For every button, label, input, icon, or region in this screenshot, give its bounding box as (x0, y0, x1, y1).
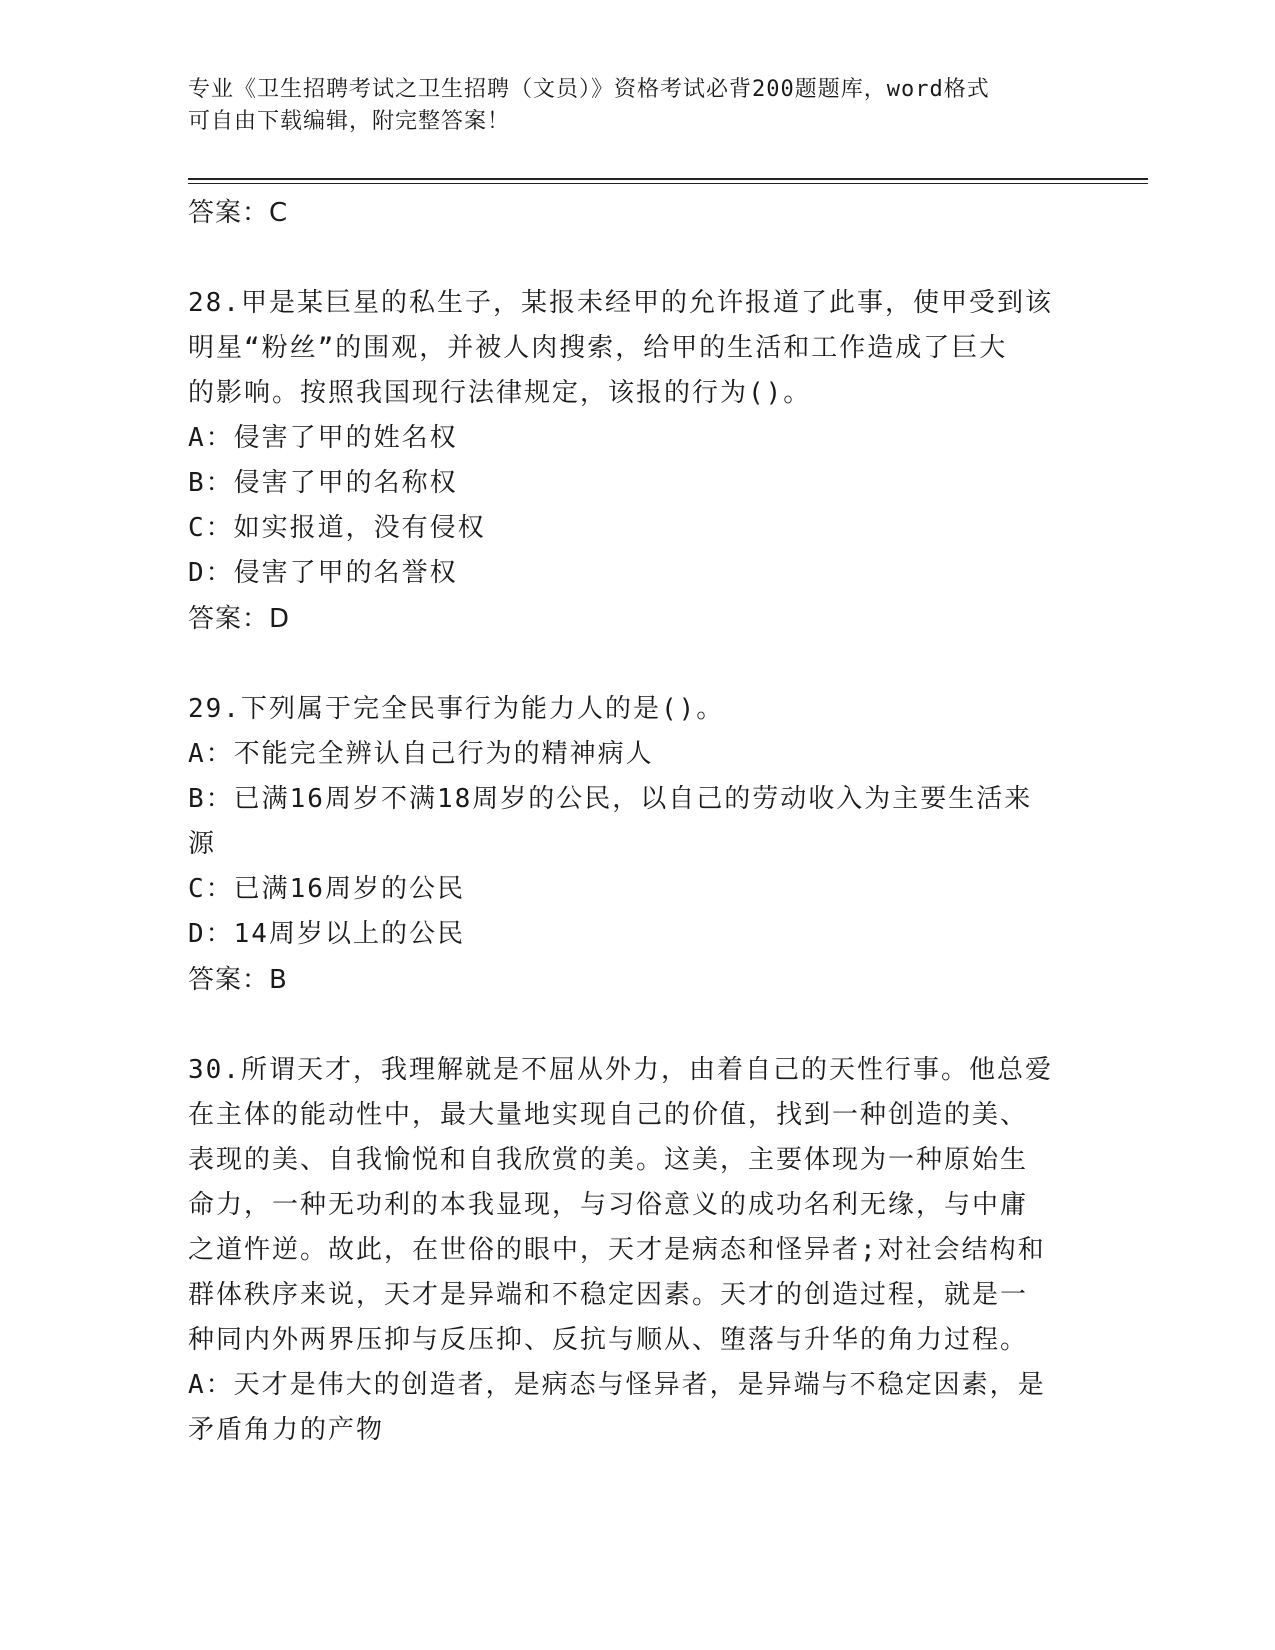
header-divider-thick (188, 178, 1148, 180)
question-stem-line: 明星“粉丝”的围观，并被人肉搜索，给甲的生活和工作造成了巨大 (188, 333, 1008, 363)
previous-answer: 答案：C (188, 198, 289, 228)
answer-label: 答案：B (188, 965, 288, 995)
document-header (188, 74, 1068, 138)
option-c: C：已满16周岁的公民 (188, 874, 465, 904)
document-body (188, 190, 1088, 1453)
spacer (188, 1003, 1088, 1048)
spacer (188, 236, 1088, 281)
question-stem-line: 29.下列属于完全民事行为能力人的是()。 (188, 694, 725, 724)
question-stem-line: 命力，一种无功利的本我显现，与习俗意义的成功名利无缘，与中庸 (188, 1190, 1029, 1220)
option-a-continued: 矛盾角力的产物 (188, 1415, 385, 1445)
header-divider-thin (188, 183, 1148, 184)
question-29 (188, 687, 1088, 1003)
question-stem-line: 28.甲是某巨星的私生子，某报未经甲的允许报道了此事，使甲受到该 (188, 288, 1053, 318)
question-stem-line: 群体秩序来说，天才是异端和不稳定因素。天才的创造过程，就是一 (188, 1280, 1029, 1310)
question-stem-line: 表现的美、自我愉悦和自我欣赏的美。这美，主要体现为一种原始生 (188, 1145, 1029, 1175)
question-28 (188, 281, 1088, 642)
spacer (188, 642, 1088, 687)
header-line-2: 可自由下载编辑，附完整答案！ (188, 109, 511, 134)
question-stem-line: 的影响。按照我国现行法律规定，该报的行为()。 (188, 378, 812, 408)
question-stem-line: 种同内外两界压抑与反压抑、反抗与顺从、堕落与升华的角力过程。 (188, 1325, 1029, 1355)
question-stem-line: 30.所谓天才，我理解就是不屈从外力，由着自己的天性行事。他总爱 (188, 1055, 1053, 1085)
option-d: D：侵害了甲的名誉权 (188, 558, 458, 588)
option-a: A：天才是伟大的创造者，是病态与怪异者，是异端与不稳定因素，是 (188, 1370, 1046, 1400)
question-stem-line: 之道忤逆。故此，在世俗的眼中，天才是病态和怪异者;对社会结构和 (188, 1235, 1046, 1265)
option-a: A：不能完全辨认自己行为的精神病人 (188, 739, 654, 769)
question-30 (188, 1048, 1088, 1453)
option-c: C：如实报道，没有侵权 (188, 513, 486, 543)
option-a: A：侵害了甲的姓名权 (188, 423, 458, 453)
option-b: B：已满16周岁不满18周岁的公民，以自己的劳动收入为主要生活来 (188, 784, 1033, 814)
question-stem-line: 在主体的能动性中，最大量地实现自己的价值，找到一种创造的美、 (188, 1100, 1029, 1130)
header-line-1: 专业《卫生招聘考试之卫生招聘（文员）》资格考试必背200题题库，word格式 (188, 77, 990, 102)
option-d: D：14周岁以上的公民 (188, 919, 465, 949)
answer-label: 答案：D (188, 604, 291, 634)
option-b: B：侵害了甲的名称权 (188, 468, 458, 498)
option-b-continued: 源 (188, 829, 217, 859)
